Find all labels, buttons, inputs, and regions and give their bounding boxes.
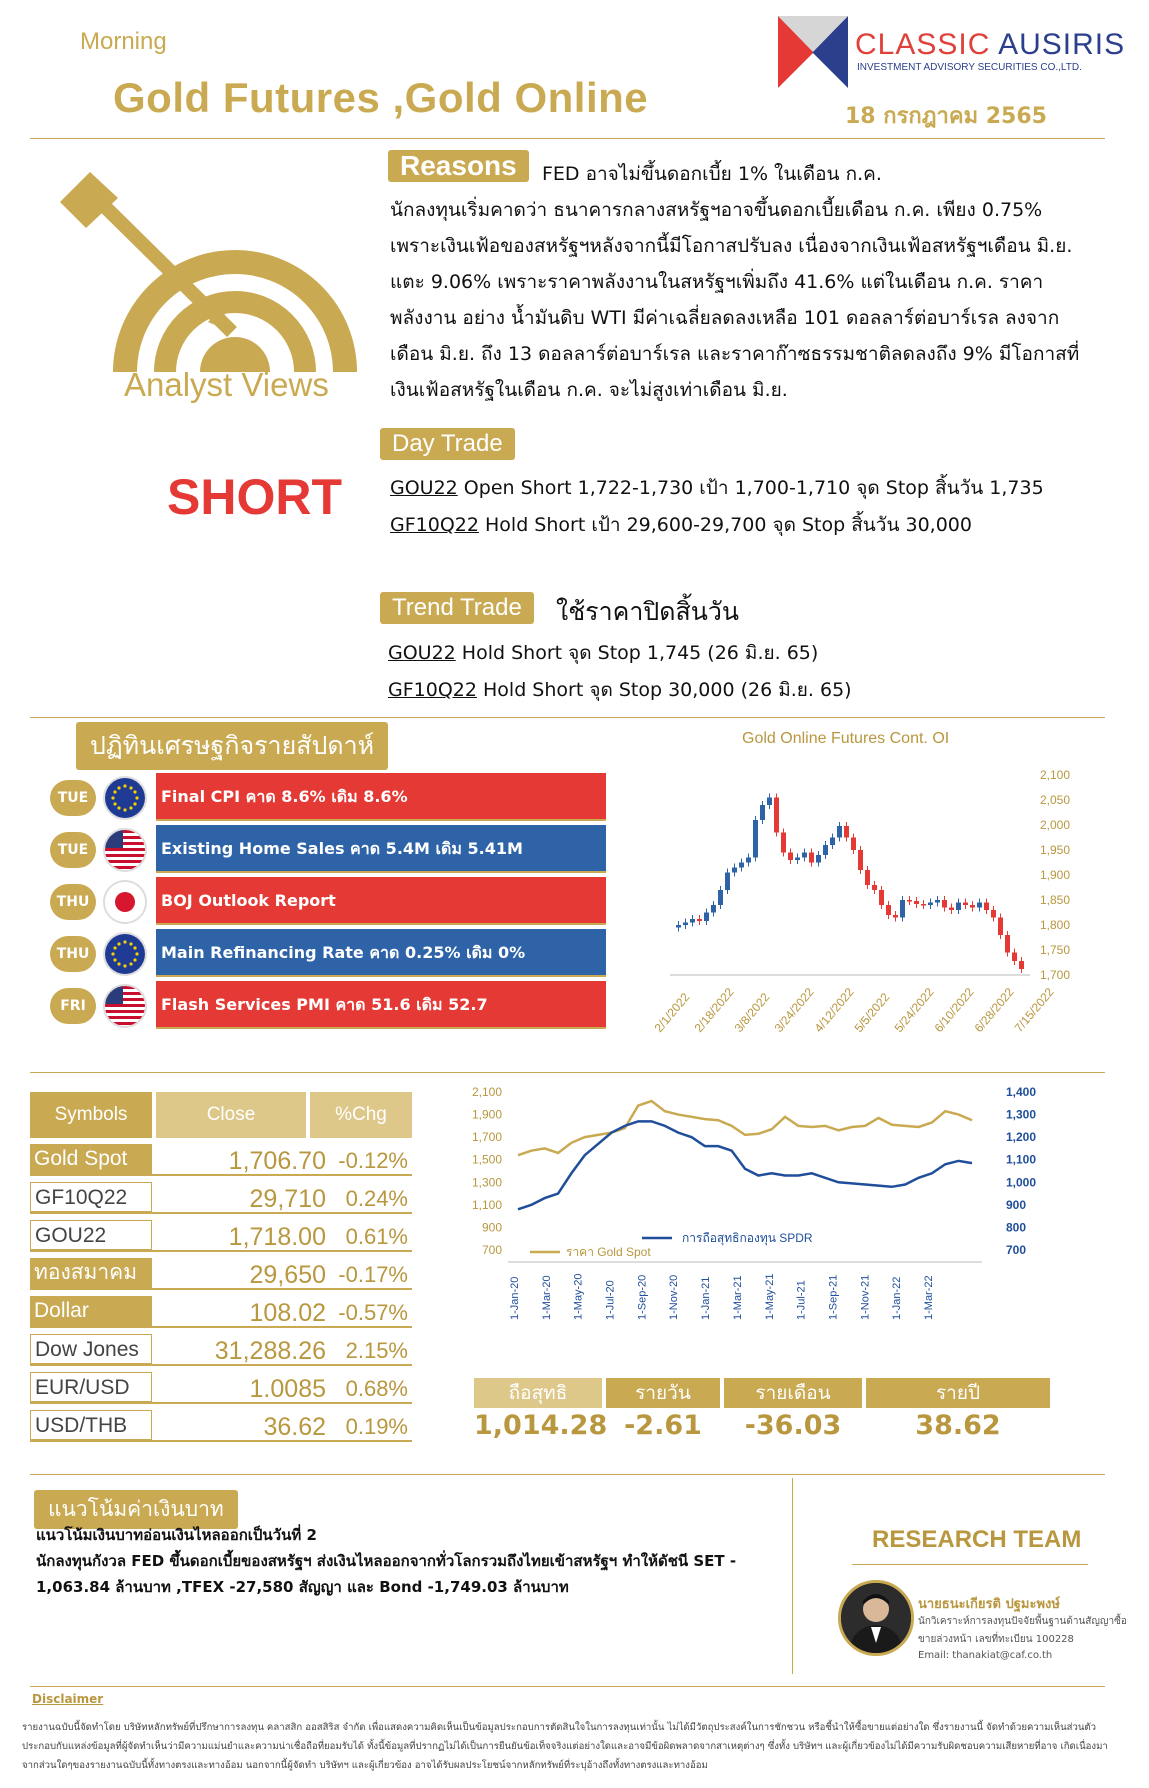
spdr-holding-value: 1,014.28 — [474, 1410, 608, 1441]
x-tick-label: 6/10/2022 — [931, 985, 977, 1035]
candle-body — [963, 903, 968, 906]
gold-oi-candle-chart — [620, 760, 1100, 1060]
y-left-tick-label: 700 — [481, 1243, 502, 1257]
trade-detail: Open Short 1,722-1,730 เป้า 1,700-1,710 จุด Stop สิ้นวัน 1,735 — [457, 477, 1044, 499]
gold-spot-line — [518, 1101, 972, 1155]
y-tick-label: 1,900 — [1040, 868, 1071, 882]
trade-detail: Hold Short เป้า 29,600-29,700 จุด Stop สิ้นวัน 30,000 — [478, 514, 972, 536]
chg-cell: 0.19% — [345, 1414, 408, 1439]
brand-right: AUSIRIS — [998, 28, 1126, 61]
x-tick-label: 7/15/2022 — [1011, 985, 1057, 1035]
candle-body — [844, 826, 849, 838]
eu-flag-icon — [103, 932, 147, 976]
close-cell: 36.62 — [263, 1413, 326, 1441]
candle-body — [704, 913, 709, 922]
candle-body — [795, 858, 800, 861]
y-right-tick-label: 1,300 — [1006, 1107, 1037, 1122]
close-cell: 1,706.70 — [228, 1147, 326, 1175]
spdr-monthly-value: -36.03 — [744, 1410, 842, 1441]
y-right-tick-label: 700 — [1006, 1243, 1027, 1257]
spdr-daily-value: -2.61 — [624, 1410, 702, 1441]
trend-trade-item-1 — [388, 638, 818, 668]
table-row — [30, 1258, 412, 1290]
event-text: BOJ Outlook Report — [156, 877, 606, 925]
candle-body — [753, 820, 758, 858]
x-tick-label: 1-May-21 — [763, 1273, 776, 1320]
candle-body — [977, 903, 982, 908]
chg-cell: 0.61% — [345, 1224, 408, 1249]
gold-spdr-line-chart — [460, 1080, 1060, 1370]
analyst-role-1: นักวิเคราะห์การลงทุนปัจจัยพื้นฐานด้านสัญญาซื้อ — [918, 1616, 1127, 1627]
table-row — [30, 1220, 412, 1252]
baht-outlook-text — [36, 1522, 776, 1600]
close-cell: 1.0085 — [249, 1375, 326, 1403]
x-tick-label: 1-Mar-21 — [731, 1275, 744, 1320]
candle-body — [802, 853, 807, 858]
y-left-tick-label: 1,300 — [471, 1175, 502, 1190]
chg-cell: -0.12% — [338, 1148, 408, 1173]
close-cell: 108.02 — [249, 1299, 326, 1327]
y-left-tick-label: 1,700 — [471, 1130, 502, 1145]
y-right-tick-label: 1,400 — [1006, 1085, 1037, 1099]
symbol-cell: Gold Spot — [30, 1144, 152, 1174]
reasons-line-3: แตะ 9.06% เพราะราคาพลังงานในสหรัฐฯเพิ่มถึง 41.6% แต่ในเดือน ก.ค. ราคา — [390, 271, 1044, 293]
section-divider — [30, 1072, 1105, 1073]
event-text: Main Refinancing Rate คาด 0.25% เดิม 0% — [156, 929, 606, 977]
brand-name — [855, 28, 1125, 62]
trend-trade-tag: Trend Trade — [380, 592, 534, 624]
eu-flag-icon — [103, 776, 147, 820]
event-text: Existing Home Sales คาด 5.4M เดิม 5.41M — [156, 825, 606, 873]
event-day: THU — [50, 936, 96, 972]
symbol-cell: GF10Q22 — [30, 1182, 152, 1212]
event-text: Final CPI คาด 8.6% เดิม 8.6% — [156, 773, 606, 821]
table-row — [30, 1296, 412, 1328]
reasons-line-1: นักลงทุนเริ่มคาดว่า ธนาคารกลางสหรัฐฯอาจขึ้นดอกเบี้ยเดือน ก.ค. เพียง 0.75% — [390, 199, 1043, 221]
calendar-event — [50, 773, 606, 823]
candle-body — [788, 853, 793, 861]
event-day: TUE — [50, 780, 96, 816]
section-divider — [30, 1686, 1105, 1687]
signal-label: SHORT — [167, 469, 342, 525]
candle-body — [774, 798, 779, 833]
spdr-header-monthly: รายเดือน — [724, 1378, 862, 1408]
close-cell: 1,718.00 — [228, 1223, 326, 1251]
chg-cell: 0.68% — [345, 1376, 408, 1401]
calendar-event — [50, 877, 606, 927]
calendar-title: ปฏิทินเศรษฐกิจรายสัปดาห์ — [76, 722, 388, 770]
candle-body — [984, 903, 989, 911]
contract-code[interactable]: GF10Q22 — [388, 679, 477, 701]
y-tick-label: 1,700 — [1040, 968, 1071, 982]
disclaimer-text: รายงานฉบับนี้จัดทำโดย บริษัทหลักทรัพย์ที่ปรึกษาการลงทุน คลาสสิก ออสสิริส จำกัด เพื่อแสดงความคิดเห็นเป็นข้อมูลประกอบการตัดสินใจในการลงทุนเท่านั้น ไม่ได้มีวัตถุประสงค์ในการชักชวน หรือชี้นำให้ซื้อขายแต่อย่างใด ซึ่งรายงานนี้ จัดทำด้วยความเห็นส่วนตัว ประกอบกับแหล่งข้อมูลที่ผู้จัดทำเห็นว่ามีความแม่นยำและความน่าเชื่อถือที่ยอมรับได้ ทั้งนี้ข้อมูลที่ปรากฏไม่ได้เป็นการยืนยันข้อเท็จจริงแต่อย่างใดและอาจมีข้อผิดพลาดจากสาเหตุต่างๆ ซึ่งทั้ง บริษัทฯ และผู้เกี่ยวข้องไม่ได้มีความรับผิดชอบความเสียหายที่อาจ เกิดเนื่องมาจากส่วนใดๆของรายงานฉบับนี้ทั้งทางตรงและทางอ้อม นอกจากนี้ผู้จัดทำ บริษัทฯ และผู้เกี่ยวข้อง อาจได้รับผลประโยชน์จากหลักทรัพย์ที่ระบุอ้างถึงทั้งทางตรงและทางอ้อม — [22, 1722, 1108, 1771]
y-tick-label: 2,100 — [1040, 768, 1071, 782]
y-left-tick-label: 1,100 — [471, 1197, 502, 1212]
contract-code[interactable]: GOU22 — [388, 642, 456, 664]
chg-cell: 2.15% — [345, 1338, 408, 1363]
candle-body — [746, 858, 751, 863]
chg-cell: -0.57% — [338, 1300, 408, 1325]
x-tick-label: 4/12/2022 — [811, 985, 857, 1035]
x-tick-label: 1-Jan-21 — [700, 1276, 713, 1320]
candle-body — [914, 901, 919, 904]
candle-body — [760, 805, 765, 820]
candle-body — [739, 863, 744, 868]
candle-body — [998, 918, 1003, 936]
candle-body — [928, 903, 933, 906]
candle-body — [725, 873, 730, 891]
trend-trade-note: ใช้ราคาปิดสิ้นวัน — [556, 597, 739, 626]
baht-line-2: นักลงทุนกังวล FED ขึ้นดอกเบี้ยของสหรัฐฯ ส่งเงินไหลออกจากทั่วโลกรวมถึงไทยเข้าสหรัฐฯ ทำให้ดัชนี SET - — [36, 1552, 737, 1570]
x-tick-label: 5/5/2022 — [851, 990, 893, 1035]
x-tick-label: 1-Jul-21 — [795, 1280, 808, 1320]
candle-body — [690, 919, 695, 923]
candle-body — [872, 885, 877, 890]
reasons-headline: FED อาจไม่ขึ้นดอกเบี้ย 1% ในเดือน ก.ค. — [542, 163, 882, 185]
legend-gold-spot: ราคา Gold Spot — [566, 1245, 651, 1259]
candle-body — [956, 903, 961, 911]
col-symbols: Symbols — [30, 1092, 152, 1138]
calendar-event — [50, 981, 606, 1031]
close-cell: 29,650 — [249, 1261, 326, 1289]
x-tick-label: 5/24/2022 — [891, 985, 937, 1035]
table-row — [30, 1372, 412, 1404]
y-tick-label: 1,750 — [1040, 943, 1071, 957]
candle-body — [711, 905, 716, 913]
candle-body — [865, 870, 870, 885]
candle-body — [718, 890, 723, 905]
spdr-header-yearly: รายปี — [866, 1378, 1050, 1408]
reasons-line-6: เงินเฟ้อสหรัฐในเดือน ก.ค. จะไม่สูงเท่าเดือน มิ.ย. — [390, 379, 788, 401]
close-cell: 31,288.26 — [214, 1337, 326, 1365]
baht-line-3: 1,063.84 ล้านบาท ,TFEX -27,580 สัญญา และ Bond -1,749.03 ล้านบาท — [36, 1578, 569, 1596]
candle-body — [907, 900, 912, 902]
candle-body — [781, 833, 786, 853]
candle-body — [942, 900, 947, 908]
contract-code[interactable]: GOU22 — [390, 477, 458, 499]
y-tick-label: 2,000 — [1040, 818, 1071, 832]
x-tick-label: 1-Sep-21 — [827, 1274, 840, 1320]
candle-body — [991, 910, 996, 918]
candle-body — [1012, 953, 1017, 962]
candle-body — [886, 905, 891, 915]
us-flag-icon — [103, 828, 147, 872]
table-row — [30, 1144, 412, 1176]
y-left-tick-label: 1,500 — [471, 1152, 502, 1167]
candle-body — [921, 904, 926, 906]
legend-spdr: การถือสุทธิกองทุน SPDR — [682, 1231, 813, 1245]
analyst-avatar — [838, 1580, 914, 1656]
y-right-tick-label: 800 — [1006, 1220, 1027, 1235]
candle-body — [900, 900, 905, 918]
x-tick-label: 1-Sep-20 — [636, 1274, 649, 1320]
y-tick-label: 2,050 — [1040, 793, 1071, 807]
spdr-header-holding: ถือสุทธิ — [474, 1378, 602, 1408]
trend-trade-item-2 — [388, 675, 852, 705]
y-left-tick-label: 2,100 — [471, 1085, 502, 1099]
baht-line-1: แนวโน้มเงินบาทอ่อนเงินไหลออกเป็นวันที่ 2 — [36, 1526, 317, 1544]
candle-body — [732, 868, 737, 873]
event-text: Flash Services PMI คาด 51.6 เดิม 52.7 — [156, 981, 606, 1029]
reasons-line-5: เดือน มิ.ย. ถึง 13 ดอลลาร์ต่อบาร์เรล และราคาก๊าซธรรมชาติลดลงถึง 9% มีโอกาสที่ — [390, 343, 1080, 365]
event-day: THU — [50, 884, 96, 920]
candle-body — [1019, 961, 1024, 969]
candle-body — [935, 900, 940, 903]
section-divider — [30, 717, 1105, 718]
candle-body — [683, 923, 688, 926]
candle-body — [697, 919, 702, 921]
candle-body — [823, 845, 828, 855]
col-close: Close — [156, 1092, 306, 1138]
y-right-tick-label: 1,000 — [1006, 1175, 1037, 1190]
col-chg: %Chg — [310, 1092, 412, 1138]
research-underline — [852, 1564, 1088, 1565]
day-trade-item-2 — [390, 510, 972, 540]
section-divider — [30, 1474, 1105, 1475]
header-divider — [30, 138, 1105, 139]
candle-body — [949, 908, 954, 911]
analyst-name: นายธนะเกียรติ ปฐมะพงษ์ — [918, 1597, 1060, 1612]
candle-body — [851, 838, 856, 851]
x-tick-label: 2/1/2022 — [651, 990, 693, 1035]
trade-detail: Hold Short จุด Stop 30,000 (26 มิ.ย. 65) — [476, 679, 852, 701]
symbol-cell: Dow Jones — [30, 1334, 152, 1364]
trade-detail: Hold Short จุด Stop 1,745 (26 มิ.ย. 65) — [455, 642, 819, 664]
brand-subtitle: INVESTMENT ADVISORY SECURITIES CO.,LTD. — [857, 62, 1082, 73]
y-tick-label: 1,950 — [1040, 843, 1071, 857]
symbol-cell: ทองสมาคม — [30, 1258, 152, 1288]
oi-chart-title: Gold Online Futures Cont. OI — [742, 730, 950, 747]
table-row — [30, 1410, 412, 1442]
y-tick-label: 1,850 — [1040, 893, 1071, 907]
candle-body — [767, 798, 772, 806]
analyst-views-label: Analyst Views — [124, 366, 329, 403]
reasons-line-4: พลังงาน อย่าง น้ำมันดิบ WTI มีค่าเฉลี่ยลดลงเหลือ 101 ดอลลาร์ต่อบาร์เรล ลงจาก — [390, 307, 1060, 329]
us-flag-icon — [103, 984, 147, 1028]
symbol-cell: EUR/USD — [30, 1372, 152, 1402]
jp-flag-icon — [103, 880, 147, 924]
target-arrow-icon — [60, 172, 360, 372]
disclaimer-title: Disclaimer — [32, 1692, 104, 1706]
candle-body — [858, 850, 863, 870]
symbol-cell: USD/THB — [30, 1410, 152, 1440]
symbol-cell: Dollar — [30, 1296, 152, 1326]
baht-outlook-title: แนวโน้มค่าเงินบาท — [34, 1490, 238, 1529]
x-tick-label: 2/18/2022 — [691, 985, 737, 1035]
y-right-tick-label: 900 — [1006, 1197, 1027, 1212]
x-tick-label: 1-Mar-20 — [540, 1275, 553, 1320]
close-cell: 29,710 — [249, 1185, 326, 1213]
candle-body — [893, 915, 898, 918]
session-label: Morning — [80, 28, 167, 55]
candle-body — [816, 855, 821, 863]
y-right-tick-label: 1,200 — [1006, 1130, 1037, 1145]
x-tick-label: 1-Jan-20 — [509, 1276, 521, 1320]
x-tick-label: 1-Nov-21 — [859, 1274, 872, 1320]
y-left-tick-label: 1,900 — [471, 1107, 502, 1122]
candle-body — [1005, 935, 1010, 953]
event-day: TUE — [50, 832, 96, 868]
chg-cell: 0.24% — [345, 1186, 408, 1211]
x-tick-label: 3/8/2022 — [731, 990, 773, 1035]
x-tick-label: 1-May-20 — [572, 1273, 585, 1320]
chg-cell: -0.17% — [338, 1262, 408, 1287]
calendar-event — [50, 929, 606, 979]
research-team-title: RESEARCH TEAM — [872, 1526, 1082, 1553]
spdr-header-daily: รายวัน — [606, 1378, 720, 1408]
calendar-event — [50, 825, 606, 875]
y-right-tick-label: 1,100 — [1006, 1152, 1037, 1167]
candle-body — [879, 890, 884, 905]
x-tick-label: 1-Jul-20 — [604, 1280, 617, 1320]
x-tick-label: 1-Jan-22 — [891, 1276, 904, 1320]
company-logo — [778, 16, 848, 88]
report-date: 18 กรกฎาคม 2565 — [845, 104, 1047, 129]
column-divider — [792, 1478, 793, 1674]
day-trade-item-1 — [390, 473, 1044, 503]
candle-body — [837, 826, 842, 838]
analyst-role-2: ขายล่วงหน้า เลขที่ทะเบียน 100228 — [918, 1634, 1074, 1645]
x-tick-label: 3/24/2022 — [771, 985, 817, 1035]
candle-body — [809, 853, 814, 863]
y-left-tick-label: 900 — [481, 1220, 502, 1235]
y-tick-label: 1,800 — [1040, 918, 1071, 932]
day-trade-tag: Day Trade — [380, 428, 515, 460]
table-row — [30, 1182, 412, 1214]
x-tick-label: 6/28/2022 — [971, 985, 1017, 1035]
contract-code[interactable]: GF10Q22 — [390, 514, 479, 536]
x-tick-label: 1-Nov-20 — [668, 1274, 681, 1320]
x-tick-label: 1-Mar-22 — [923, 1275, 935, 1320]
candle-body — [676, 925, 681, 928]
symbol-cell: GOU22 — [30, 1220, 152, 1250]
brand-left: CLASSIC — [855, 28, 991, 61]
reasons-tag: Reasons — [388, 150, 529, 182]
reasons-line-2: เพราะเงินเฟ้อของสหรัฐฯหลังจากนี้มีโอกาสปรับลง เนื่องจากเงินเฟ้อสหรัฐฯเดือน มิ.ย. — [390, 235, 1073, 257]
analyst-email[interactable]: Email: thanakiat@caf.co.th — [918, 1650, 1053, 1661]
table-row — [30, 1334, 412, 1366]
candle-body — [970, 905, 975, 908]
event-day: FRI — [50, 988, 96, 1024]
report-title: Gold Futures ,Gold Online — [113, 74, 649, 121]
candle-body — [830, 838, 835, 846]
spdr-yearly-value: 38.62 — [915, 1410, 1001, 1441]
